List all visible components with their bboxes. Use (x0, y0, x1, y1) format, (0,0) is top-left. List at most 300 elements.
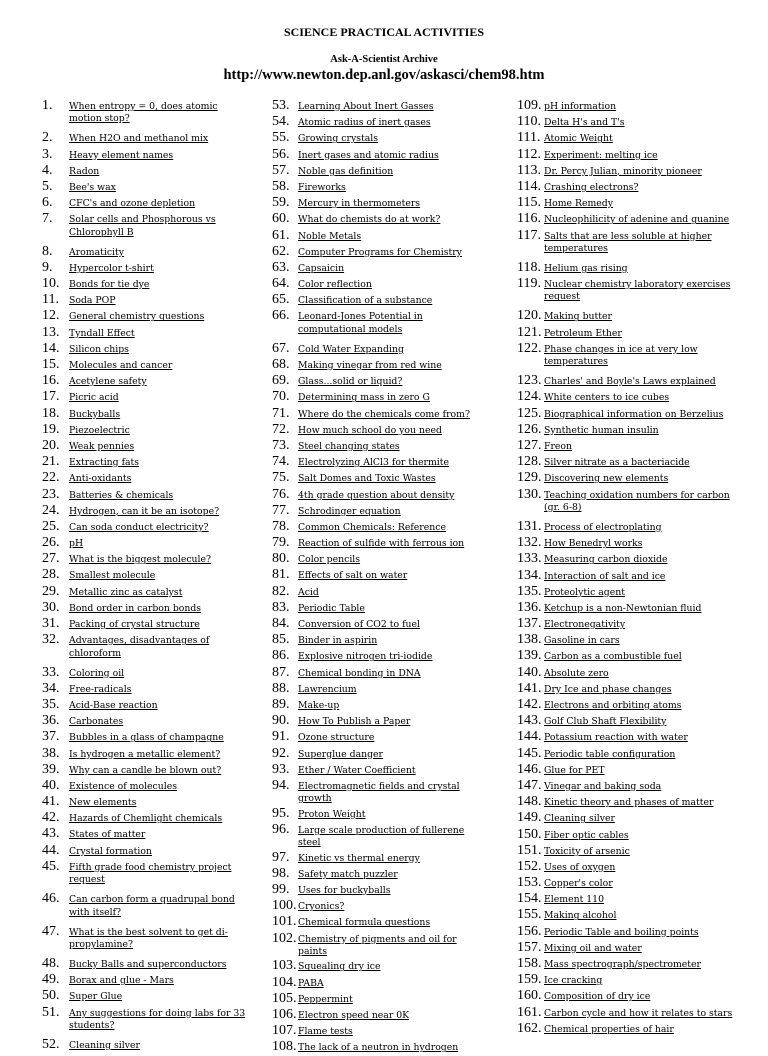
list-item (272, 244, 482, 260)
topic-link[interactable]: What is the biggest molecule? (69, 554, 211, 566)
list-item (42, 211, 247, 243)
topic-link[interactable]: Delta H's and T's (544, 117, 625, 129)
topic-link[interactable]: Making vinegar from red wine (298, 360, 442, 372)
list-item (517, 810, 742, 826)
list-item (272, 308, 482, 340)
list-item (517, 422, 742, 438)
topic-link[interactable]: Superglue danger (298, 748, 384, 760)
topic-link[interactable]: 4th grade question about density (298, 489, 455, 501)
topic-link[interactable]: Steel changing states (298, 440, 400, 452)
list-item (42, 292, 247, 308)
topic-link[interactable]: Ozone structure (298, 732, 375, 744)
item-number: 127. (517, 437, 542, 453)
list-item (517, 632, 742, 648)
topic-link[interactable]: Electrons and orbiting atoms (544, 700, 682, 711)
item-number: 161. (517, 1004, 542, 1020)
topic-link[interactable]: The lack of a neutron in hydrogen (298, 1042, 459, 1054)
item-number: 82. (272, 583, 290, 599)
item-number: 39. (42, 761, 60, 777)
topic-link[interactable]: Any suggestions for doing labs for 33 students? (69, 1007, 246, 1031)
topic-link[interactable]: Periodic Table (298, 602, 365, 614)
topic-link[interactable]: Phase changes in ice at very low temperatures (544, 343, 698, 368)
item-number: 22. (42, 470, 60, 486)
topic-link[interactable]: Petroleum Ether (544, 327, 622, 339)
topic-link[interactable]: Periodic table configuration (544, 748, 676, 760)
topic-link[interactable]: Ether / Water Coefficient (298, 764, 416, 776)
list-item (272, 551, 482, 567)
topic-link[interactable]: Can soda conduct electricity? (69, 521, 209, 533)
list-item (272, 487, 482, 503)
item-number: 71. (272, 405, 290, 421)
item-number: 119. (517, 276, 541, 292)
topic-link[interactable]: Fiber optic cables (544, 829, 629, 841)
topic-link[interactable]: Proteolytic agent (544, 586, 625, 598)
topic-link[interactable]: Kinetic vs thermal energy (298, 852, 420, 864)
list-item (42, 535, 247, 551)
topic-link[interactable]: Atomic radius of inert gases (298, 117, 431, 129)
topic-link[interactable]: Mass spectrograph/spectrometer (544, 959, 701, 970)
topic-link[interactable]: Discovering new elements (544, 473, 669, 485)
list-item (42, 163, 247, 179)
topic-link[interactable]: Silver nitrate as a bacteriacide (544, 457, 690, 469)
topic-link[interactable]: Inert gases and atomic radius (298, 149, 439, 161)
topic-link[interactable]: Electron speed near 0K (298, 1010, 410, 1022)
item-number: 151. (517, 842, 542, 858)
topic-link[interactable]: Synthetic human insulin (544, 424, 659, 436)
topic-link[interactable]: Leonard-Jones Potential in computational models (298, 311, 423, 335)
list-item (272, 470, 482, 486)
item-number: 120. (517, 308, 542, 324)
topic-link[interactable]: Binder in aspirin (298, 635, 378, 647)
list-item (42, 308, 247, 324)
item-number: 142. (517, 697, 542, 712)
item-number: 41. (42, 794, 60, 810)
topic-link[interactable]: Cleaning silver (544, 813, 615, 825)
topic-link[interactable]: Coloring oil (69, 667, 125, 679)
list-item (517, 988, 742, 1004)
list-item (272, 882, 482, 898)
item-number: 9. (42, 259, 53, 275)
item-number: 64. (272, 276, 290, 292)
topic-link[interactable]: What do chemists do at work? (298, 214, 441, 226)
topic-link[interactable]: Absolute zero (544, 667, 609, 679)
item-number: 94. (272, 777, 290, 793)
list-item (272, 130, 482, 146)
topic-link[interactable]: How To Publish a Paper (298, 716, 411, 728)
list-item (272, 211, 482, 227)
list-item (517, 827, 742, 843)
list-item (272, 648, 482, 664)
item-number: 32. (42, 632, 60, 648)
item-number: 37. (42, 729, 60, 745)
topic-link[interactable]: Computer Programs for Chemistry (298, 246, 462, 258)
topic-link[interactable]: Teaching oxidation numbers for carbon (gr. 6-8) (544, 489, 730, 513)
topic-link[interactable]: Common Chemicals: Reference (298, 521, 446, 533)
topic-link[interactable]: Hydrogen, can it be an isotope? (69, 505, 220, 517)
topic-link[interactable]: Fifth grade food chemistry project request (69, 861, 232, 886)
item-number: 76. (272, 486, 290, 502)
topic-link[interactable]: How much school do you need (298, 424, 442, 436)
topic-link[interactable]: pH information (544, 101, 617, 112)
topic-link[interactable]: Glass...solid or liquid? (298, 376, 403, 388)
item-number: 112. (517, 146, 541, 162)
item-number: 111. (517, 130, 541, 146)
topic-link[interactable]: Electromagnetic fields and crystal growth (298, 780, 460, 805)
topic-link[interactable]: Where do the chemicals come from? (298, 408, 470, 420)
topic-link[interactable]: Carbonates (69, 716, 124, 728)
topic-link[interactable]: Silicon chips (69, 343, 129, 355)
item-number: 1. (42, 98, 53, 113)
list-item (517, 713, 742, 729)
list-item (517, 616, 742, 632)
list-item (272, 762, 482, 778)
list-item (272, 389, 482, 405)
item-number: 49. (42, 972, 60, 988)
topic-link[interactable]: Existence of molecules (69, 780, 177, 792)
topic-link[interactable]: Bee's wax (69, 181, 116, 193)
list-item (42, 438, 247, 454)
topic-link[interactable]: Crystal formation (69, 845, 152, 857)
item-number: 19. (42, 421, 60, 437)
item-number: 122. (517, 340, 542, 356)
list-item (42, 746, 247, 762)
topic-link[interactable]: Composition of dry ice (544, 991, 651, 1003)
topic-link[interactable]: Is hydrogen a metallic element? (69, 748, 221, 760)
topic-link[interactable]: Toxicity of arsenic (544, 845, 630, 857)
topic-link[interactable]: Ice cracking (544, 975, 603, 987)
list-item (272, 535, 482, 551)
topic-link[interactable]: Mixing oil and water (544, 942, 642, 954)
topic-link[interactable]: Salts that are less soluble at higher temperatures (544, 230, 712, 254)
item-number: 55. (272, 130, 290, 146)
topic-link[interactable]: Piezoelectric (69, 424, 130, 436)
topic-link[interactable]: Interaction of salt and ice (544, 570, 666, 582)
list-item (517, 697, 742, 713)
topic-link[interactable]: Chemistry of pigments and oil for paints (298, 933, 457, 958)
list-item (42, 924, 247, 956)
list-item (272, 406, 482, 422)
topic-link[interactable]: Can carbon form a quadrupal bond with itself? (69, 894, 235, 918)
list-item (272, 806, 482, 822)
list-item (517, 195, 742, 211)
topic-link[interactable]: Charles' and Boyle's Laws explained (544, 376, 716, 388)
topic-link[interactable]: Periodic Table and boiling points (544, 926, 699, 938)
list-item (517, 843, 742, 859)
topic-link[interactable]: Cryonics? (298, 901, 345, 913)
topic-link[interactable]: When H2O and methanol mix (69, 133, 209, 145)
topic-link[interactable]: Bubbles in a glass of champagne (69, 732, 224, 744)
topic-link[interactable]: Making butter (544, 311, 612, 323)
topic-link[interactable]: Acid-Base reaction (69, 699, 158, 711)
topic-link[interactable]: Conversion of CO2 to fuel (298, 619, 420, 631)
item-number: 105. (272, 990, 297, 1006)
topic-link[interactable]: Molecules and cancer (69, 360, 173, 372)
item-number: 44. (42, 842, 60, 858)
topic-link[interactable]: Gasoline in cars (544, 635, 620, 647)
topic-link[interactable]: Bonds for tie dye (69, 279, 150, 291)
topic-link[interactable]: Make-up (298, 699, 340, 711)
topic-link[interactable]: PABA (298, 977, 324, 989)
topic-link[interactable]: Extracting fats (69, 457, 140, 469)
item-number: 12. (42, 308, 60, 324)
topic-link[interactable]: Advantages, disadvantages of chloroform (69, 635, 210, 659)
item-number: 123. (517, 373, 542, 389)
topic-link[interactable]: Dry Ice and phase changes (544, 683, 672, 695)
topic-link[interactable]: Hazards of Chemlight chemicals (69, 813, 223, 825)
topic-link[interactable]: Peppermint (298, 993, 353, 1005)
topic-link[interactable]: Noble gas definition (298, 165, 394, 177)
topic-link[interactable]: Noble Metals (298, 230, 362, 242)
topic-link[interactable]: Schrodinger equation (298, 505, 401, 517)
list-item (517, 308, 742, 324)
item-number: 158. (517, 956, 542, 971)
item-number: 150. (517, 826, 542, 842)
topic-link[interactable]: Electrolyzing AlCl3 for thermite (298, 457, 450, 469)
item-number: 149. (517, 810, 542, 826)
topic-link[interactable]: Process of electroplating (544, 521, 662, 533)
list-item (517, 373, 742, 389)
list-item (272, 665, 482, 681)
list-item (272, 1007, 482, 1023)
topic-link[interactable]: What is the best solvent to get di-propylamine? (69, 926, 228, 951)
list-item (517, 907, 742, 923)
topic-link[interactable]: Helium gas rising (544, 262, 628, 274)
topic-list (272, 98, 482, 1056)
topic-link[interactable]: Effects of salt on water (298, 570, 408, 582)
topic-link[interactable]: Acid (298, 586, 319, 598)
list-item (42, 665, 247, 681)
item-number: 96. (272, 821, 290, 837)
topic-link[interactable]: CFC's and ozone depletion (69, 198, 196, 210)
item-number: 140. (517, 664, 542, 680)
topic-link[interactable]: Reaction of sulfide with ferrous ion (298, 538, 465, 550)
topic-link[interactable]: Flame tests (298, 1026, 353, 1038)
topic-link[interactable]: Soda POP (69, 295, 116, 307)
list-item (272, 898, 482, 914)
topic-link[interactable]: Golf Club Shaft Flexibility (544, 716, 667, 728)
topic-link[interactable]: Salt Domes and Toxic Wastes (298, 473, 436, 485)
topic-link[interactable]: Explosive nitrogen tri-iodide (298, 651, 433, 663)
list-item (272, 632, 482, 648)
list-item (42, 729, 247, 745)
topic-link[interactable]: Making alcohol (544, 910, 617, 922)
item-number: 85. (272, 632, 290, 648)
topic-link[interactable]: Smallest molecule (69, 570, 156, 582)
list-item (517, 762, 742, 778)
list-item (517, 875, 742, 891)
list-item (42, 616, 247, 632)
topic-link[interactable]: Batteries & chemicals (69, 489, 174, 501)
topic-link[interactable]: Why can a candle be blown out? (69, 764, 222, 776)
topic-link[interactable]: Packing of crystal structure (69, 619, 200, 631)
archive-url: http://www.newton.dep.anl.gov/askasci/chem98.htm (223, 67, 545, 83)
topic-link[interactable]: Proton Weight (298, 808, 366, 820)
list-item (42, 244, 247, 260)
topic-link[interactable]: Crashing electrons? (544, 181, 639, 193)
list-item (272, 697, 482, 713)
topic-link[interactable]: Nuclear chemistry laboratory exercises request (544, 279, 731, 303)
topic-link[interactable]: Capsaicin (298, 262, 345, 274)
topic-link[interactable]: Element 110 (544, 894, 605, 906)
item-number: 145. (517, 745, 542, 761)
list-item (517, 568, 742, 584)
topic-link[interactable]: Cleaning silver (69, 1039, 140, 1051)
item-number: 121. (517, 324, 542, 340)
topic-link[interactable]: Chemical formula questions (298, 917, 431, 929)
topic-link[interactable]: Acetylene safety (69, 376, 147, 388)
list-item (42, 600, 247, 616)
topic-link[interactable]: General chemistry questions (69, 311, 205, 323)
topic-link[interactable]: Aromaticity (69, 246, 124, 258)
item-number: 129. (517, 470, 542, 486)
topic-link[interactable]: Lawrencium (298, 683, 357, 695)
topic-link[interactable]: Bond order in carbon bonds (69, 602, 202, 614)
topic-link[interactable]: Heavy element names (69, 149, 174, 161)
item-number: 146. (517, 761, 542, 777)
topic-link[interactable]: How Benedryl works (544, 538, 643, 550)
list-item (272, 422, 482, 438)
item-number: 159. (517, 972, 542, 988)
topic-link[interactable]: Cold Water Expanding (298, 343, 404, 355)
list-item (42, 373, 247, 389)
item-number: 143. (517, 713, 542, 729)
topic-link[interactable]: Uses for buckyballs (298, 885, 391, 897)
list-item (272, 713, 482, 729)
list-item (517, 260, 742, 276)
topic-link[interactable]: Copper's color (544, 878, 613, 890)
item-number: 17. (42, 389, 60, 405)
topic-link[interactable]: Color pencils (298, 554, 361, 566)
topic-link[interactable]: Uses of oxygen (544, 861, 616, 873)
topic-link[interactable]: Color reflection (298, 279, 372, 291)
item-number: 124. (517, 389, 542, 405)
list-item (517, 325, 742, 341)
item-number: 97. (272, 849, 290, 865)
list-item (272, 357, 482, 373)
item-number: 87. (272, 664, 290, 680)
topic-link[interactable]: Freon (544, 440, 572, 452)
topic-link[interactable]: Determining mass in zero G (298, 392, 430, 404)
topic-link[interactable]: Borax and glue - Mars (69, 975, 174, 987)
topic-link[interactable]: Picric acid (69, 392, 119, 404)
topic-link[interactable]: Atomic Weight (544, 133, 613, 145)
topic-link[interactable]: Anti-oxidants (69, 473, 132, 485)
list-item (42, 260, 247, 276)
topic-link[interactable]: Vinegar and baking soda (544, 780, 662, 792)
list-item (517, 276, 742, 308)
list-item (42, 972, 247, 988)
topic-link[interactable]: Learning About Inert Gasses (298, 101, 434, 112)
topic-link[interactable]: Carbon as a combustible fuel (544, 651, 682, 663)
topic-link[interactable]: Tyndall Effect (69, 327, 135, 339)
item-number: 16. (42, 373, 60, 389)
item-number: 65. (272, 292, 290, 308)
topic-link[interactable]: Nucleophilicity of adenine and guanine (544, 214, 730, 226)
item-number: 72. (272, 421, 290, 437)
topic-link[interactable]: Potassium reaction with water (544, 732, 688, 744)
list-item (517, 729, 742, 745)
list-item (42, 713, 247, 729)
topic-link[interactable]: Biographical information on Berzelius (544, 408, 724, 420)
item-number: 117. (517, 227, 541, 243)
topic-link[interactable]: pH (69, 538, 84, 550)
list-item (517, 681, 742, 697)
item-number: 58. (272, 178, 290, 194)
list-item (517, 551, 742, 567)
topic-link[interactable]: Solar cells and Phosphorous vs Chlorophyll B (69, 214, 216, 238)
topic-link[interactable]: Chemical properties of hair (544, 1023, 674, 1035)
list-item (517, 470, 742, 486)
list-item (42, 762, 247, 778)
topic-link[interactable]: Hypercolor t-shirt (69, 262, 154, 274)
topic-link[interactable]: Chemical bonding in DNA (298, 667, 421, 679)
topic-link[interactable]: Home Remedy (544, 198, 614, 210)
topic-link[interactable]: Safety match puzzler (298, 868, 398, 880)
topic-link[interactable]: Large scale production of fullerene steel (298, 824, 465, 849)
item-number: 113. (517, 162, 541, 178)
topic-link[interactable]: Carbon cycle and how it relates to stars (544, 1007, 733, 1019)
topic-link[interactable]: Dr. Percy Julian, minority pioneer (544, 165, 702, 177)
topic-link[interactable]: Experiment: melting ice (544, 149, 658, 161)
item-number: 152. (517, 858, 542, 874)
column-1 (42, 98, 247, 1053)
topic-link[interactable]: White centers to ice cubes (544, 392, 670, 404)
item-number: 29. (42, 583, 60, 599)
item-number: 74. (272, 454, 290, 470)
topic-link[interactable]: Ketchup is a non-Newtonian fluid (544, 602, 702, 614)
item-number: 30. (42, 599, 60, 615)
topic-link[interactable]: Weak pennies (69, 440, 135, 452)
topic-link[interactable]: New elements (69, 797, 137, 809)
item-number: 118. (517, 259, 541, 275)
list-item (517, 600, 742, 616)
topic-link[interactable]: Measuring carbon dioxide (544, 554, 668, 566)
topic-link[interactable]: Electronegativity (544, 619, 626, 631)
topic-link[interactable]: Glue for PET (544, 764, 605, 776)
topic-link[interactable]: Radon (69, 165, 100, 177)
topic-link[interactable]: States of matter (69, 829, 146, 841)
topic-link[interactable]: Bucky Balls and superconductors (69, 959, 227, 971)
list-item (42, 341, 247, 357)
item-number: 104. (272, 974, 297, 990)
topic-link[interactable]: Buckyballs (69, 408, 121, 420)
topic-link[interactable]: Fireworks (298, 181, 346, 193)
topic-link[interactable]: Super Glue (69, 991, 123, 1003)
list-item (517, 778, 742, 794)
item-number: 133. (517, 551, 542, 567)
item-number: 160. (517, 988, 542, 1004)
item-number: 162. (517, 1020, 542, 1036)
topic-link[interactable]: Classification of a substance (298, 295, 433, 307)
list-item (42, 584, 247, 600)
item-number: 131. (517, 518, 542, 534)
topic-link[interactable]: Kinetic theory and phases of matter (544, 797, 714, 809)
topic-link[interactable]: Free-radicals (69, 683, 132, 695)
list-item (272, 616, 482, 632)
item-number: 116. (517, 211, 541, 227)
item-number: 139. (517, 648, 542, 664)
item-number: 40. (42, 777, 60, 793)
topic-link[interactable]: Growing crystals (298, 133, 378, 145)
topic-link[interactable]: When entropy = 0, does atomic motion stop? (69, 101, 218, 125)
item-number: 28. (42, 567, 60, 583)
list-item (42, 1037, 247, 1053)
topic-link[interactable]: Metallic zinc as catalyst (69, 586, 183, 598)
list-item (517, 584, 742, 600)
topic-link[interactable]: Mercury in thermometers (298, 198, 421, 210)
item-number: 75. (272, 470, 290, 486)
topic-link[interactable]: Squealing dry ice (298, 961, 381, 973)
